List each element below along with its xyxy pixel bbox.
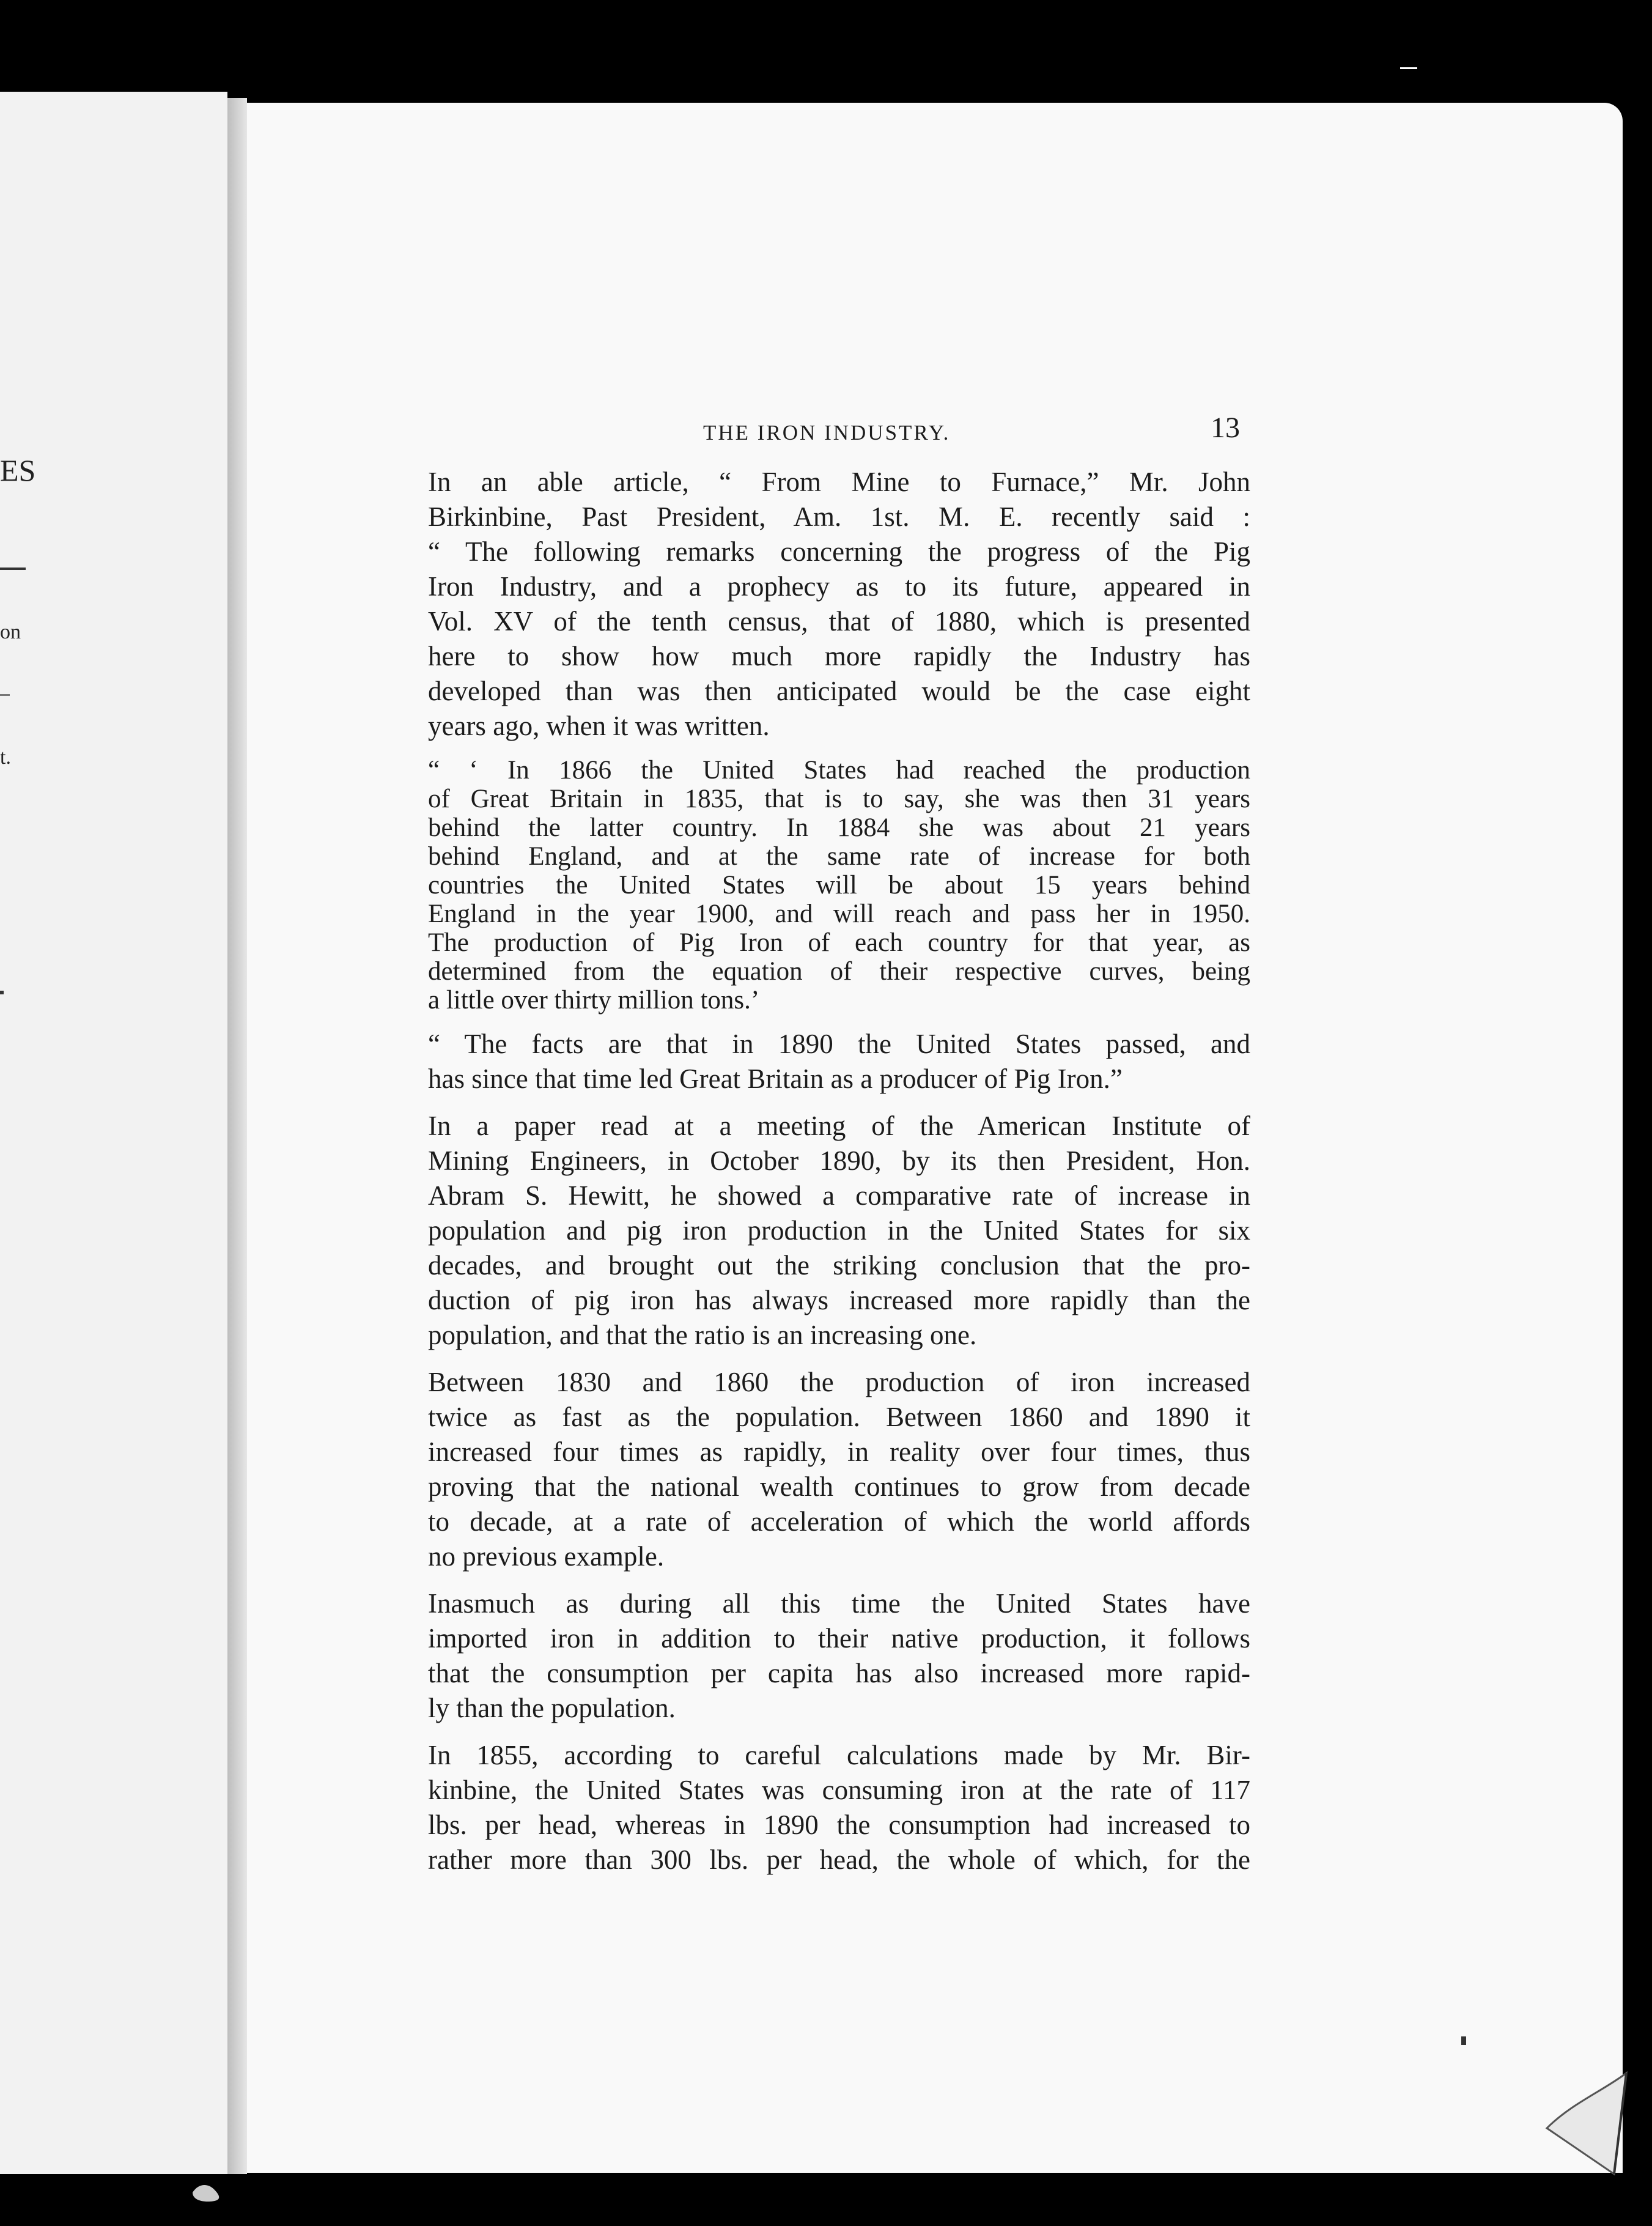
text-line: increased four times as rapidly, in reality over four times, thus — [428, 1437, 1250, 1467]
text-line: a little over thirty million tons.’ — [428, 986, 760, 1015]
page-corner-curl — [1535, 2067, 1632, 2177]
text-line: behind the latter country. In 1884 she was about 21 years — [428, 813, 1250, 842]
left-page-fragment-3: t. — [0, 746, 11, 769]
scan-artifact — [1461, 2036, 1466, 2045]
text-line: Vol. XV of the tenth census, that of 1880, which is presented — [428, 606, 1250, 637]
text-line: “ ‘ In 1866 the United States had reached the production — [428, 756, 1250, 785]
text-line: Iron Industry, and a prophecy as to its future, appeared in — [428, 571, 1250, 602]
text-line: duction of pig iron has always increased more rapidly than the — [428, 1285, 1250, 1315]
text-line: lbs. per head, whereas in 1890 the consumption had increased to — [428, 1810, 1250, 1840]
book-gutter — [227, 98, 247, 2174]
text-line: proving that the national wealth continues to grow from decade — [428, 1471, 1250, 1502]
paragraph-5 — [428, 1586, 1250, 1726]
left-page-fragment-2: on — [0, 621, 21, 643]
text-line: In a paper read at a meeting of the American Institute of — [428, 1111, 1250, 1141]
paragraph-4 — [428, 1365, 1250, 1574]
text-line: “ The following remarks concerning the progress of the Pig — [428, 536, 1250, 567]
text-line: Birkinbine, Past President, Am. 1st. M. E. recently said : — [428, 501, 1250, 532]
page-number: 13 — [1211, 412, 1240, 444]
text-line: rather more than 300 lbs. per head, the whole of which, for the — [428, 1844, 1250, 1875]
text-line: twice as fast as the population. Between 1860 and 1890 it — [428, 1402, 1250, 1432]
text-line: Abram S. Hewitt, he showed a comparative rate of increase in — [428, 1180, 1250, 1211]
text-line: The production of Pig Iron of each country for that year, as — [428, 928, 1250, 957]
text-line: no previous example. — [428, 1541, 665, 1572]
left-page-fragment-1: ES — [0, 453, 36, 487]
text-line: to decade, at a rate of acceleration of which the world affords — [428, 1506, 1250, 1537]
previous-page-edge — [0, 92, 227, 2174]
page-body — [428, 465, 1250, 1890]
text-line: kinbine, the United States was consuming iron at the rate of 117 — [428, 1775, 1250, 1805]
text-line: of Great Britain in 1835, that is to say, she was then 31 years — [428, 785, 1250, 813]
running-head: THE IRON INDUSTRY. — [703, 421, 951, 445]
text-line: ly than the population. — [428, 1693, 676, 1723]
text-line: has since that time led Great Britain as a producer of Pig Iron.” — [428, 1063, 1123, 1094]
text-line: “ The facts are that in 1890 the United States passed, and — [428, 1029, 1250, 1059]
text-line: Inasmuch as during all this time the United States have — [428, 1588, 1250, 1619]
text-line: In an able article, “ From Mine to Furnace,” Mr. John — [428, 467, 1250, 497]
text-line: decades, and brought out the striking conclusion that the pro- — [428, 1250, 1250, 1281]
paragraph-3 — [428, 1109, 1250, 1353]
text-line: here to show how much more rapidly the Industry has — [428, 641, 1250, 671]
left-page-rule — [0, 568, 26, 570]
text-line: Mining Engineers, in October 1890, by its then President, Hon. — [428, 1145, 1250, 1176]
text-line: developed than was then anticipated would be the case eight — [428, 676, 1250, 706]
paragraph-1 — [428, 465, 1250, 744]
left-page-rule-2 — [0, 694, 10, 696]
text-line: imported iron in addition to their native production, it follows — [428, 1623, 1250, 1654]
text-line: population and pig iron production in the United States for six — [428, 1215, 1250, 1246]
scan-artifact — [1400, 67, 1417, 69]
text-line: that the consumption per capita has also increased more rapid- — [428, 1658, 1250, 1688]
text-line: Between 1830 and 1860 the production of iron increased — [428, 1367, 1250, 1397]
text-line: determined from the equation of their respective curves, being — [428, 957, 1250, 986]
left-page-dot — [0, 991, 4, 994]
text-line: behind England, and at the same rate of increase for both — [428, 842, 1250, 871]
text-line: countries the United States will be about 15 years behind — [428, 871, 1250, 900]
paragraph-2 — [428, 1027, 1250, 1096]
text-line: population, and that the ratio is an increasing one. — [428, 1320, 977, 1350]
text-line: England in the year 1900, and will reach and pass her in 1950. — [428, 900, 1250, 928]
text-line: In 1855, according to careful calculations made by Mr. Bir- — [428, 1740, 1250, 1770]
scan-smudge — [190, 2180, 226, 2205]
paragraph-6 — [428, 1738, 1250, 1877]
block-quote — [428, 756, 1250, 1015]
text-line: years ago, when it was written. — [428, 711, 770, 741]
